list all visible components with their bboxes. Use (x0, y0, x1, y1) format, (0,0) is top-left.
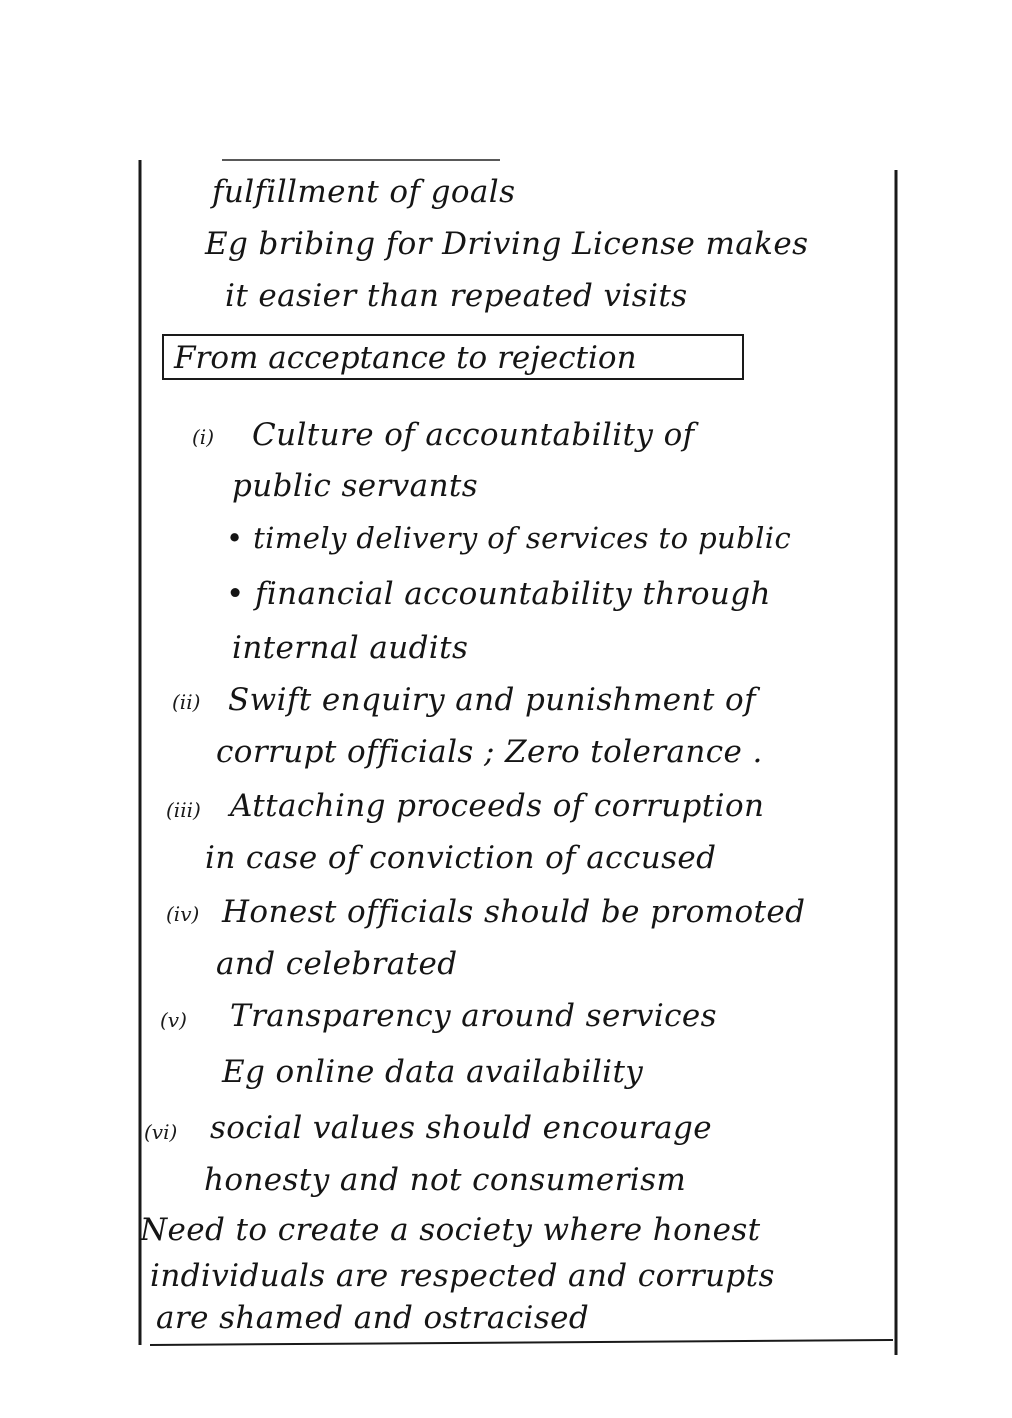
intro-line-2: Eg bribing for Driving License makes (205, 226, 809, 262)
point-6-marker: (vi) (144, 1120, 178, 1144)
point-1-bullet-1: • timely delivery of services to public (226, 521, 792, 555)
point-5-marker: (v) (160, 1008, 187, 1032)
point-2-line-2: corrupt officials ; Zero tolerance . (216, 734, 763, 770)
point-4-marker: (iv) (166, 902, 200, 926)
intro-line-3: it easier than repeated visits (225, 278, 688, 314)
point-4-line-1: Honest officials should be promoted (222, 894, 806, 930)
point-6-line-1: social values should encourage (210, 1110, 712, 1146)
point-1-bullet-3: internal audits (232, 630, 469, 666)
conclusion-line-1: Need to create a society where honest (140, 1212, 761, 1248)
point-2-line-1 (228, 680, 756, 720)
point-1-line-1: Culture of accountability of (252, 417, 695, 453)
point-2-text: Swift enquiry and punishment of (228, 682, 756, 718)
section-heading-box (162, 334, 744, 380)
conclusion-line-2: individuals are respected and corrupts (150, 1258, 775, 1294)
section-heading: From acceptance to rejection (174, 340, 637, 376)
bottom-rule (150, 1340, 893, 1345)
point-5-line-2: Eg online data availability (222, 1054, 644, 1090)
point-3-line-2: in case of conviction of accused (205, 840, 717, 876)
point-3-line-1: Attaching proceeds of corruption (230, 788, 765, 824)
point-1-marker: (i) (192, 425, 215, 449)
point-5-line-1: Transparency around services (230, 998, 717, 1034)
intro-line-1: fulfillment of goals (212, 174, 516, 210)
point-2-marker: (ii) (172, 690, 201, 714)
point-1-bullet-2: • financial accountability through (226, 576, 771, 612)
point-3-marker: (iii) (166, 798, 201, 822)
conclusion-line-3: are shamed and ostracised (156, 1300, 590, 1336)
point-4-line-2: and celebrated (216, 946, 458, 982)
point-6-line-2: honesty and not consumerism (204, 1162, 687, 1198)
point-1-line-2: public servants (232, 468, 479, 504)
